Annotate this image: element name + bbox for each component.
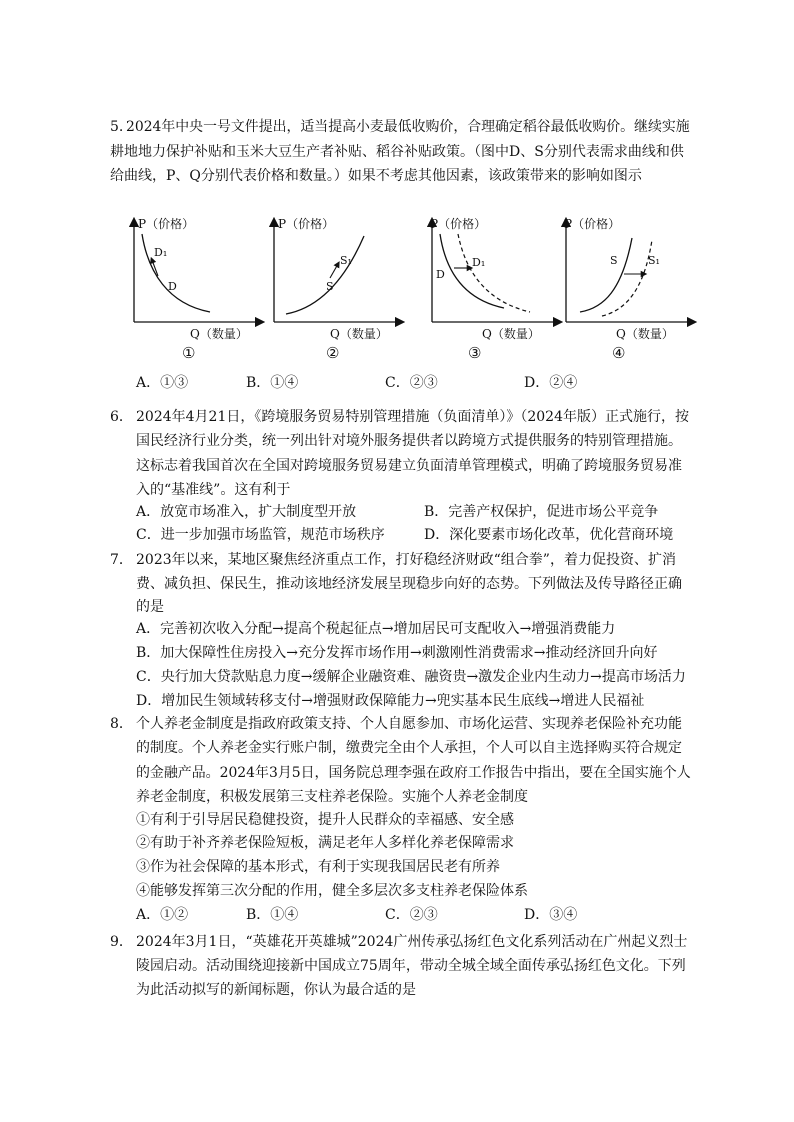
q5-graph-1-label-d1: D₁	[154, 246, 168, 259]
q8-option-c[interactable]: C．②③	[385, 907, 438, 923]
q6-option-b[interactable]: B．完善产权保护，促进市场公平竞争	[424, 504, 659, 520]
q8-statement-4: ④能够发挥第三次分配的作用，健全多层次多支柱养老保险体系	[136, 883, 528, 899]
q5-graph-2	[268, 212, 408, 362]
q8-line-2: 的制度。个人养老金实行账户制，缴费完全由个人承担，个人可以自主选择购买符合规定	[136, 740, 682, 756]
q5-option-d[interactable]: D．②④	[524, 375, 578, 391]
q5-line-2: 耕地地力保护补贴和玉米大豆生产者补贴、稻谷补贴政策。（图中D、S分别代表需求曲线和供	[110, 144, 684, 160]
q7-line-3: 的是	[136, 599, 164, 615]
q5-graph-1-ylabel: P（价格）	[138, 217, 195, 231]
q9-line-3: 为此活动拟写的新闻标题，你认为最合适的是	[136, 982, 416, 998]
q5-graph-3	[426, 212, 566, 362]
q7-option-d[interactable]: D．增加民生领域转移支付→增强财政保障能力→兜实基本民生底线→增进人民福祉	[136, 693, 645, 709]
q6-option-a[interactable]: A．放宽市场准入，扩大制度型开放	[136, 504, 357, 520]
q6-line-3: 这标志着我国首次在全国对跨境服务贸易建立负面清单管理模式，明确了跨境服务贸易准	[136, 458, 682, 474]
q5-graph-1-caption: ①	[182, 344, 196, 362]
q5-graph-3-label-d: D	[436, 268, 445, 281]
q5-graph-1	[128, 212, 268, 362]
q5-option-b[interactable]: B．①④	[246, 375, 299, 391]
q8-statement-1: ①有利于引导居民稳健投资，提升人民群众的幸福感、安全感	[136, 812, 514, 828]
q8-line-4: 养老金制度，积极发展第三支柱养老保险。实施个人养老金制度	[136, 789, 528, 805]
q5-graph-2-caption: ②	[326, 344, 340, 362]
q7-line-1: 2023年以来，某地区聚焦经济重点工作，打好稳经济财政“组合拳”，着力促投资、扩消	[136, 552, 676, 568]
q5-graph-2-label-s1: S₁	[340, 254, 352, 267]
q5-graph-2-xlabel: Q（数量）	[330, 327, 388, 341]
q5-graph-3-ylabel: P（价格）	[430, 217, 487, 231]
q6-option-d[interactable]: D．深化要素市场化改革，优化营商环境	[424, 527, 674, 543]
q5-graph-4-label-s: S	[610, 254, 618, 267]
q5-line-3: 给曲线，P、Q分别代表价格和数量。）如果不考虑其他因素，该政策带来的影响如图示	[110, 168, 642, 184]
q5-graph-4-ylabel: P（价格）	[564, 217, 621, 231]
q5-graph-4	[560, 212, 700, 362]
q7-option-b[interactable]: B．加大保障性住房投入→充分发挥市场作用→刺激刚性消费需求→推动经济回升向好	[136, 645, 658, 661]
q5-graph-3-xlabel: Q（数量）	[482, 327, 540, 341]
q8-statement-3: ③作为社会保障的基本形式，有利于实现我国居民老有所养	[136, 859, 500, 875]
q6-line-2: 国民经济行业分类，统一列出针对境外服务提供者以跨境方式提供服务的特别管理措施。	[136, 433, 682, 449]
q5-graph-1-xlabel: Q（数量）	[190, 327, 248, 341]
q9-line-1: 2024年3月1日，“英雄花开英雄城”2024广州传承弘扬红色文化系列活动在广州起义烈士	[136, 934, 688, 950]
q6-option-c[interactable]: C．进一步加强市场监管，规范市场秩序	[136, 527, 385, 543]
q7-line-2: 费、减负担、保民生，推动该地经济发展呈现稳步向好的态势。下列做法及传导路径正确	[136, 576, 682, 592]
q5-option-a[interactable]: A．①③	[136, 375, 189, 391]
q5-graph-4-caption: ④	[612, 344, 626, 362]
q5-number: 5.	[110, 119, 124, 135]
q5-graph-2-ylabel: P（价格）	[278, 217, 335, 231]
q8-number: 8．	[110, 716, 133, 732]
q8-statement-2: ②有助于补齐养老保险短板，满足老年人多样化养老保障需求	[136, 835, 514, 851]
q5-graph-1-label-d: D	[168, 280, 177, 293]
q8-option-d[interactable]: D．③④	[524, 907, 578, 923]
q5-line-1: 2024年中央一号文件提出，适当提高小麦最低收购价，合理确定稻谷最低收购价。继续实施	[126, 119, 690, 135]
q5-option-c[interactable]: C．②③	[385, 375, 438, 391]
q5-graph-3-label-d1: D₁	[472, 256, 486, 269]
q7-option-a[interactable]: A．完善初次收入分配→提高个税起征点→增加居民可支配收入→增强消费能力	[136, 621, 616, 637]
q6-number: 6．	[110, 409, 133, 425]
q9-number: 9．	[110, 934, 133, 950]
q5-graph-4-label-s1: S₁	[648, 254, 660, 267]
q8-option-b[interactable]: B．①④	[246, 907, 299, 923]
q8-option-a[interactable]: A．①②	[136, 907, 189, 923]
q8-line-3: 的金融产品。2024年3月5日，国务院总理李强在政府工作报告中指出，要在全国实施个人	[136, 765, 691, 781]
q6-line-4: 入的“基准线”。这有利于	[136, 482, 291, 498]
q8-line-1: 个人养老金制度是指政府政策支持、个人自愿参加、市场化运营、实现养老保险补充功能	[136, 716, 682, 732]
q7-number: 7．	[110, 552, 133, 568]
q5-graph-2-label-s: S	[326, 280, 334, 293]
q7-option-c[interactable]: C．央行加大贷款贴息力度→缓解企业融资难、融资贵→激发企业内生动力→提高市场活力	[136, 669, 686, 685]
q5-graph-4-xlabel: Q（数量）	[616, 327, 674, 341]
q5-graph-3-caption: ③	[468, 344, 482, 362]
q9-line-2: 陵园启动。活动围绕迎接新中国成立75周年，带动全城全域全面传承弘扬红色文化。下列	[136, 958, 686, 974]
q6-line-1: 2024年4月21日，《跨境服务贸易特别管理措施（负面清单）》（2024年版）正式施行，按	[136, 409, 689, 425]
